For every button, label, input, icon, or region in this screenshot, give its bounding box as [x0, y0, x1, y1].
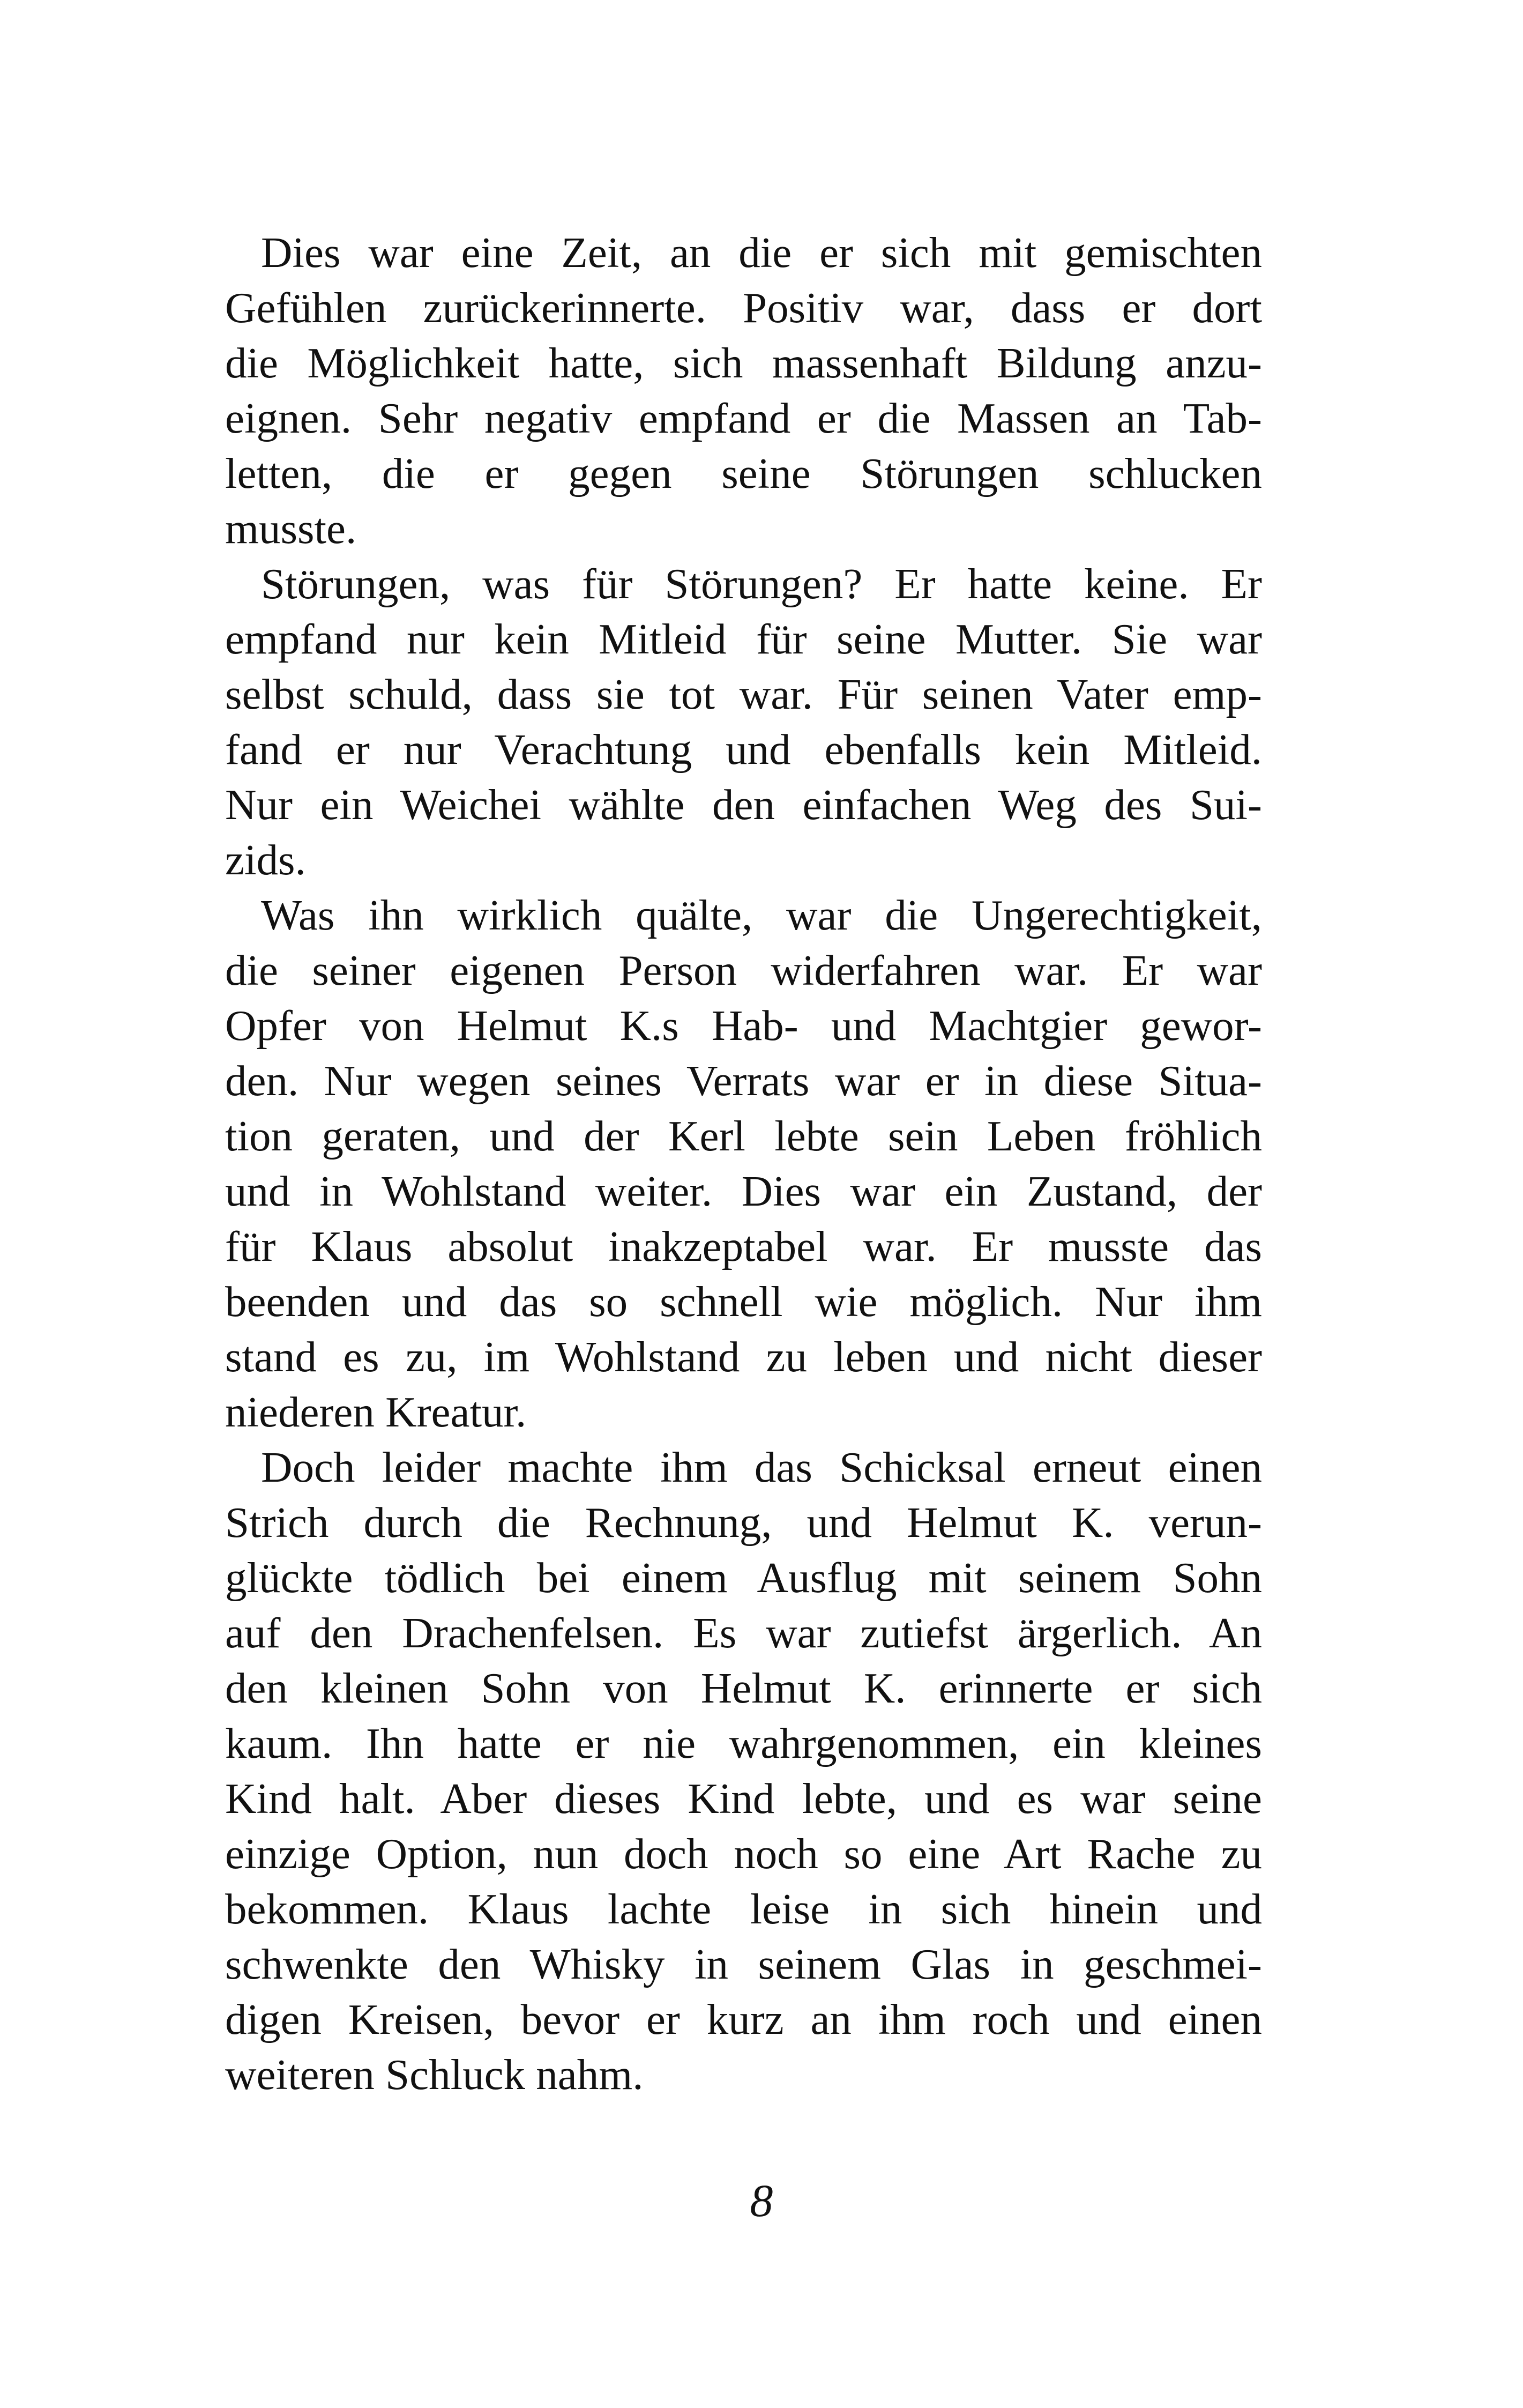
text-line: einzige Option, nun doch noch so eine Art Rache zu — [225, 1830, 1262, 1878]
text-line: die Möglichkeit hatte, sich massenhaft Bildung anzu- — [225, 339, 1262, 387]
text-line: den kleinen Sohn von Helmut K. erinnerte er sich — [225, 1664, 1262, 1712]
text-line: Störungen, was für Störungen? Er hatte keine. Er — [261, 560, 1262, 608]
text-line: Dies war eine Zeit, an die er sich mit gemischten — [261, 228, 1262, 277]
text-line: und in Wohlstand weiter. Dies war ein Zustand, der — [225, 1167, 1262, 1215]
text-line: Strich durch die Rechnung, und Helmut K. verun- — [225, 1498, 1262, 1547]
text-line: bekommen. Klaus lachte leise in sich hinein und — [225, 1885, 1262, 1933]
text-line: zids. — [225, 836, 306, 884]
text-line: Was ihn wirklich quälte, war die Ungerechtigkeit, — [261, 891, 1262, 939]
text-line: weiteren Schluck nahm. — [225, 2050, 644, 2099]
text-line: Opfer von Helmut K.s Hab- und Machtgier gewor- — [225, 1001, 1262, 1050]
text-line: glückte tödlich bei einem Ausflug mit seinem Sohn — [225, 1554, 1262, 1602]
text-line: musste. — [225, 504, 357, 553]
text-line: Gefühlen zurückerinnerte. Positiv war, dass er dort — [225, 284, 1262, 332]
text-line: letten, die er gegen seine Störungen schlucken — [225, 449, 1262, 497]
text-line: beenden und das so schnell wie möglich. Nur ihm — [225, 1277, 1262, 1326]
text-line: tion geraten, und der Kerl lebte sein Leben fröhlich — [225, 1112, 1262, 1160]
text-line: empfand nur kein Mitleid für seine Mutter. Sie war — [225, 615, 1262, 663]
text-line: schwenkte den Whisky in seinem Glas in geschmei- — [225, 1940, 1262, 1988]
text-line: niederen Kreatur. — [225, 1388, 527, 1436]
text-line: selbst schuld, dass sie tot war. Für seinen Vater emp- — [225, 670, 1262, 718]
body-text — [225, 225, 1262, 2102]
text-line: Nur ein Weichei wählte den einfachen Weg des Sui- — [225, 781, 1262, 829]
text-line: digen Kreisen, bevor er kurz an ihm roch und einen — [225, 1995, 1262, 2043]
text-line: den. Nur wegen seines Verrats war er in diese Situa- — [225, 1057, 1262, 1105]
text-line: eignen. Sehr negativ empfand er die Massen an Tab- — [225, 394, 1262, 442]
text-line: stand es zu, im Wohlstand zu leben und nicht dieser — [225, 1333, 1262, 1381]
page-number: 8 — [750, 2175, 773, 2226]
text-line: auf den Drachenfelsen. Es war zutiefst ärgerlich. An — [225, 1609, 1262, 1657]
text-line: kaum. Ihn hatte er nie wahrgenommen, ein kleines — [225, 1719, 1262, 1767]
text-line: fand er nur Verachtung und ebenfalls kein Mitleid. — [225, 725, 1262, 774]
text-line: Doch leider machte ihm das Schicksal erneut einen — [261, 1443, 1262, 1491]
text-line: die seiner eigenen Person widerfahren war. Er war — [225, 946, 1262, 994]
text-line: Kind halt. Aber dieses Kind lebte, und es war seine — [225, 1774, 1262, 1823]
text-line: für Klaus absolut inakzeptabel war. Er musste das — [225, 1222, 1262, 1270]
